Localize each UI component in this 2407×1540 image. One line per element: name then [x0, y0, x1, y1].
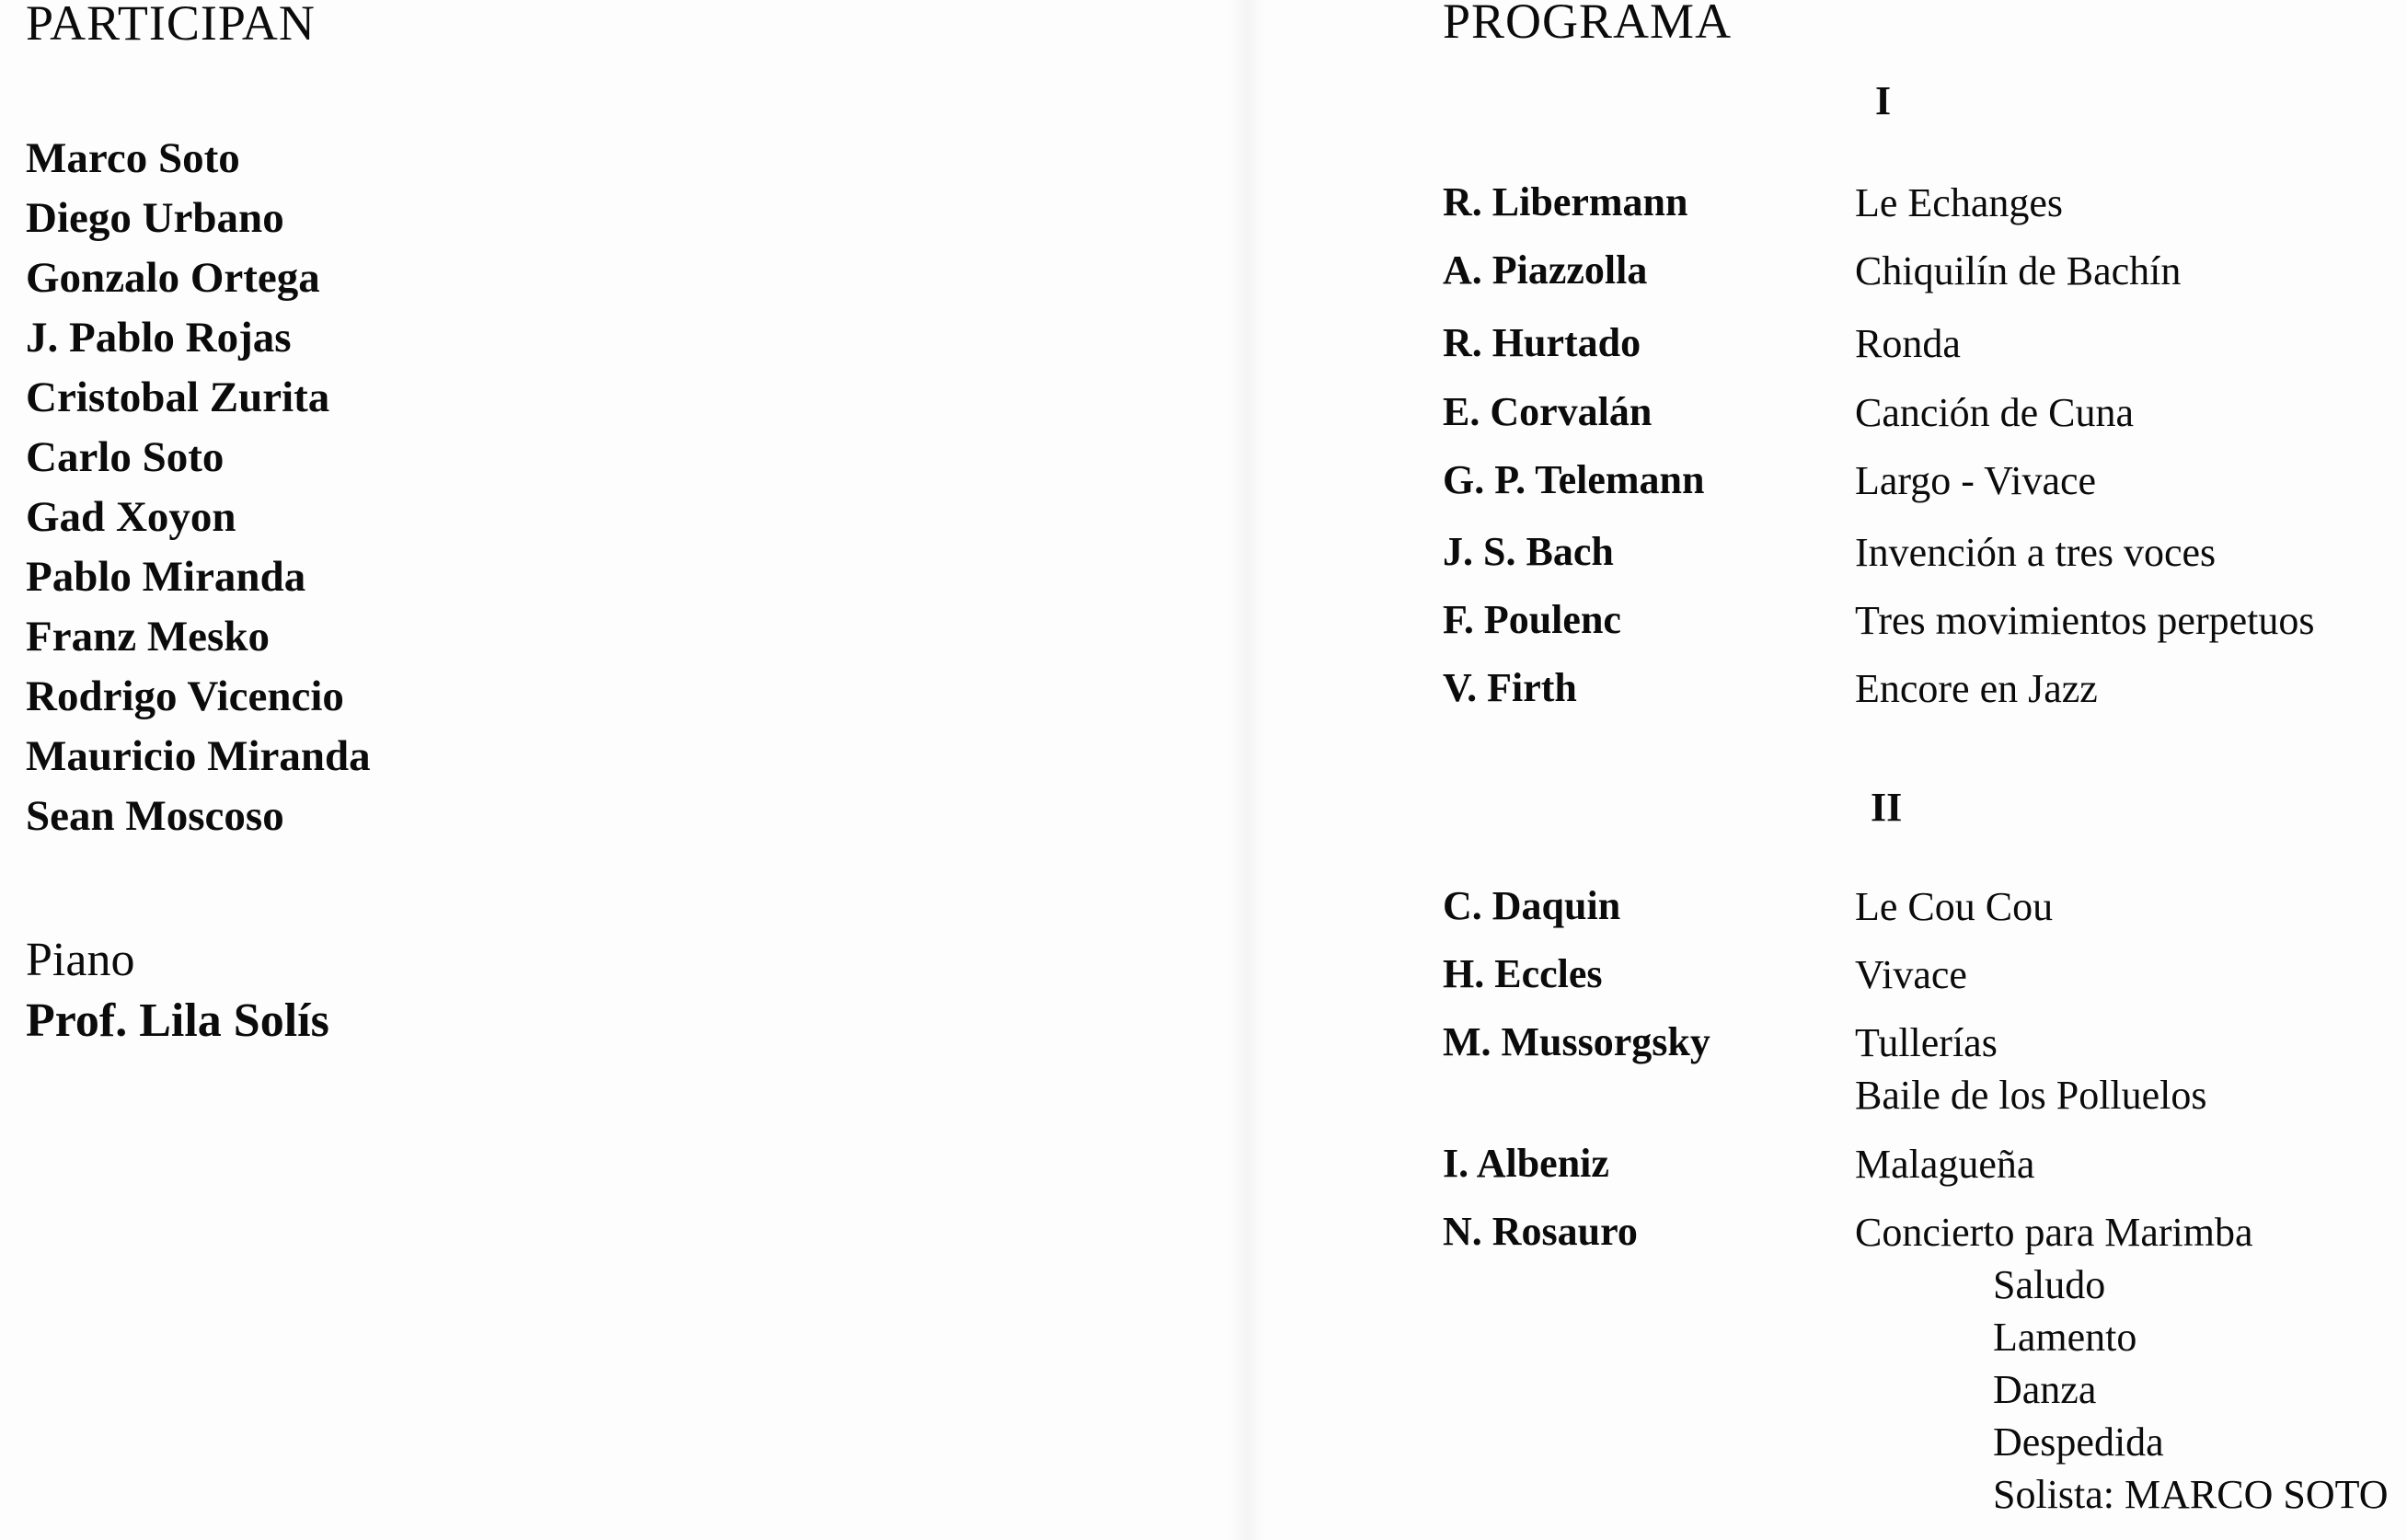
participant-name: Sean Moscoso [26, 792, 284, 840]
composer-name: J. S. Bach [1443, 529, 1614, 574]
composer-name: R. Libermann [1443, 179, 1688, 224]
composer-name: A. Piazzolla [1443, 247, 1648, 293]
composer-name: G. P. Telemann [1443, 457, 1705, 502]
work-title: Tullerías [1855, 1020, 1998, 1065]
work-title: Malagueña [1855, 1142, 2035, 1187]
composer-name: N. Rosauro [1443, 1209, 1638, 1254]
piano-label: Piano [26, 934, 135, 986]
participant-name: Pablo Miranda [26, 553, 306, 601]
work-title: Le Cou Cou [1855, 884, 2054, 929]
composer-name: V. Firth [1443, 665, 1577, 710]
participant-name: Mauricio Miranda [26, 732, 371, 780]
movement-title: Danza [1993, 1367, 2097, 1412]
work-title: Canción de Cuna [1855, 390, 2135, 435]
participant-name: Gonzalo Ortega [26, 254, 320, 302]
work-title: Le Echanges [1855, 180, 2063, 225]
participant-name: Cristobal Zurita [26, 374, 330, 421]
participant-name: Franz Mesko [26, 613, 270, 661]
composer-name: F. Poulenc [1443, 597, 1621, 642]
composer-name: M. Mussorgsky [1443, 1019, 1710, 1064]
participant-name: Rodrigo Vicencio [26, 672, 344, 720]
composer-name: E. Corvalán [1443, 389, 1653, 434]
soloist-credit: Solista: MARCO SOTO [1993, 1472, 2389, 1517]
work-title: Tres movimientos perpetuos [1855, 598, 2315, 643]
movement-title: Saludo [1993, 1262, 2106, 1307]
pianist-name: Prof. Lila Solís [26, 994, 329, 1047]
part-two-label: II [1871, 785, 1903, 830]
work-title: Vivace [1855, 952, 1967, 997]
work-title: Chiquilín de Bachín [1855, 248, 2182, 293]
work-title: Concierto para Marimba [1855, 1210, 2253, 1255]
participant-name: J. Pablo Rojas [26, 314, 292, 362]
composer-name: I. Albeniz [1443, 1141, 1609, 1186]
program-panel [1251, 0, 2407, 1540]
movement-title: Lamento [1993, 1315, 2137, 1360]
participant-name: Diego Urbano [26, 194, 284, 242]
program-heading: PROGRAMA [1443, 0, 1733, 49]
participants-heading: PARTICIPAN [26, 0, 316, 51]
work-title: Invención a tres voces [1855, 530, 2217, 575]
movement-title: Despedida [1993, 1419, 2164, 1465]
work-title-extra: Baile de los Polluelos [1855, 1073, 2207, 1118]
participants-list [26, 129, 371, 846]
participant-name: Gad Xoyon [26, 493, 236, 541]
work-title: Encore en Jazz [1855, 666, 2098, 711]
work-title: Largo - Vivace [1855, 458, 2097, 503]
participant-name: Marco Soto [26, 134, 240, 182]
composer-name: R. Hurtado [1443, 320, 1641, 365]
participant-name: Carlo Soto [26, 433, 225, 481]
part-one-label: I [1875, 78, 1892, 123]
composer-name: H. Eccles [1443, 951, 1603, 996]
work-title: Ronda [1855, 321, 1961, 366]
composer-name: C. Daquin [1443, 883, 1621, 928]
